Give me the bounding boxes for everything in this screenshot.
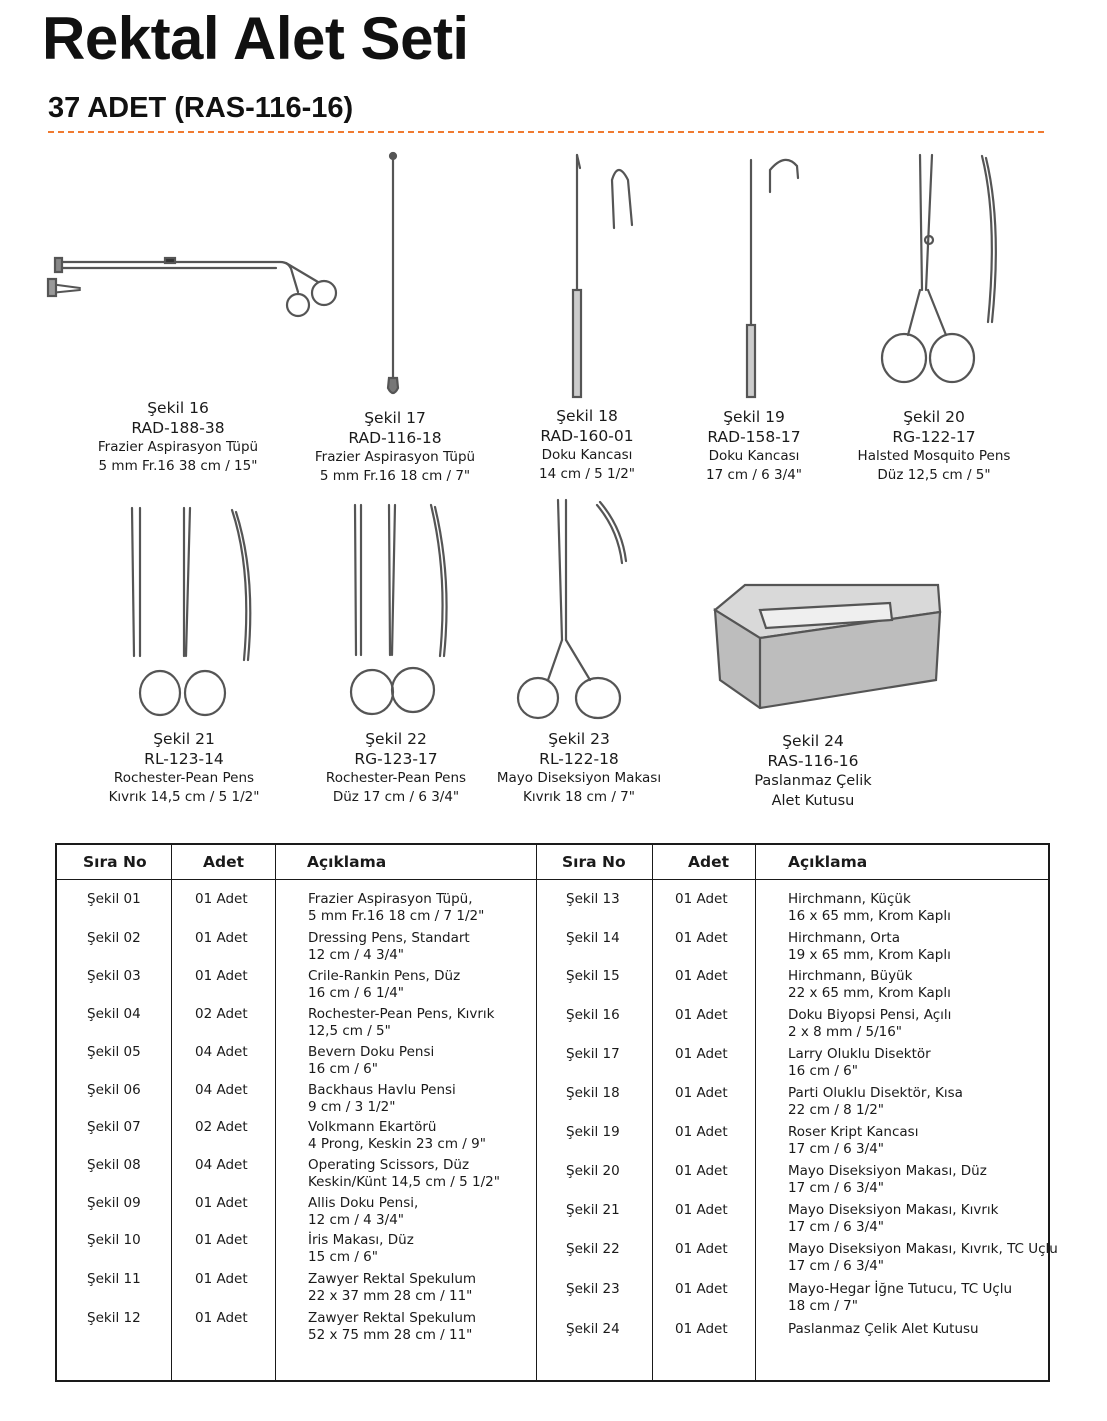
row-description: Zawyer Rektal Spekulum bbox=[308, 1271, 477, 1287]
row-description-detail: 4 Prong, Keskin 23 cm / 9" bbox=[308, 1136, 486, 1152]
row-number: Şekil 23 bbox=[566, 1281, 620, 1297]
row-description: Hirchmann, Küçük bbox=[788, 891, 911, 907]
row-number: Şekil 18 bbox=[566, 1085, 620, 1101]
row-quantity: 01 Adet bbox=[195, 891, 248, 907]
row-number: Şekil 13 bbox=[566, 891, 620, 907]
row-description-detail: 52 x 75 mm 28 cm / 11" bbox=[308, 1327, 473, 1343]
row-description: Hirchmann, Büyük bbox=[788, 968, 913, 984]
figure-caption: Şekil 17 RAD-116-18 Frazier Aspirasyon Tüpü 5 mm Fr.16 18 cm / 7" bbox=[314, 409, 476, 484]
row-number: Şekil 21 bbox=[566, 1202, 620, 1218]
row-quantity: 01 Adet bbox=[675, 1321, 728, 1337]
figure-caption: Şekil 24 RAS-116-16 Paslanmaz Çelik Alet Kutusu bbox=[754, 732, 872, 809]
row-description: Rochester-Pean Pens, Kıvrık bbox=[308, 1006, 495, 1022]
row-description-detail: 2 x 8 mm / 5/16" bbox=[788, 1024, 902, 1040]
row-description-detail: 16 cm / 6" bbox=[788, 1063, 858, 1079]
row-number: Şekil 17 bbox=[566, 1046, 620, 1062]
figure-caption: Şekil 19 RAD-158-17 Doku Kancası 17 cm / 6 3/4" bbox=[706, 408, 802, 483]
row-quantity: 02 Adet bbox=[195, 1119, 248, 1135]
row-quantity: 01 Adet bbox=[675, 1124, 728, 1140]
row-quantity: 01 Adet bbox=[675, 1163, 728, 1179]
row-number: Şekil 01 bbox=[87, 891, 141, 907]
row-description: Mayo Diseksiyon Makası, Düz bbox=[788, 1163, 987, 1179]
row-description: Allis Doku Pensi, bbox=[308, 1195, 419, 1211]
page-title: Rektal Alet Seti bbox=[42, 5, 469, 72]
frazier-suction-short-image bbox=[388, 153, 398, 393]
figure-caption: Şekil 16 RAD-188-38 Frazier Aspirasyon Tüpü 5 mm Fr.16 38 cm / 15" bbox=[97, 399, 259, 474]
row-description: Volkmann Ekartörü bbox=[308, 1119, 437, 1135]
row-description: Backhaus Havlu Pensi bbox=[308, 1082, 456, 1098]
row-description: Mayo Diseksiyon Makası, Kıvrık, TC Uçlu bbox=[788, 1241, 1058, 1257]
tissue-hook-2-image bbox=[747, 160, 798, 397]
figure-caption: Şekil 22 RG-123-17 Rochester-Pean Pens Düz 17 cm / 6 3/4" bbox=[325, 730, 467, 805]
row-quantity: 01 Adet bbox=[195, 1271, 248, 1287]
row-description: Paslanmaz Çelik Alet Kutusu bbox=[788, 1321, 979, 1337]
row-quantity: 01 Adet bbox=[195, 930, 248, 946]
col-header: Açıklama bbox=[307, 853, 387, 871]
row-number: Şekil 04 bbox=[87, 1006, 141, 1022]
tissue-hook-1-image bbox=[573, 155, 632, 397]
col-header: Açıklama bbox=[788, 853, 868, 871]
row-quantity: 01 Adet bbox=[195, 1310, 248, 1326]
row-description-detail: 22 x 65 mm, Krom Kaplı bbox=[788, 985, 951, 1001]
halsted-mosquito-image bbox=[882, 155, 996, 382]
mayo-scissors-curved-image bbox=[518, 500, 626, 718]
row-number: Şekil 15 bbox=[566, 968, 620, 984]
row-description: Mayo-Hegar İğne Tutucu, TC Uçlu bbox=[788, 1281, 1013, 1297]
figure-caption: Şekil 18 RAD-160-01 Doku Kancası 14 cm / 5 1/2" bbox=[539, 407, 635, 482]
col-header: Adet bbox=[203, 853, 245, 871]
figure-caption: Şekil 23 RL-122-18 Mayo Diseksiyon Makası Kıvrık 18 cm / 7" bbox=[496, 730, 662, 805]
row-description-detail: 17 cm / 6 3/4" bbox=[788, 1141, 884, 1157]
row-description: Roser Kript Kancası bbox=[788, 1124, 919, 1140]
row-description: Mayo Diseksiyon Makası, Kıvrık bbox=[788, 1202, 999, 1218]
row-quantity: 04 Adet bbox=[195, 1044, 248, 1060]
row-quantity: 02 Adet bbox=[195, 1006, 248, 1022]
row-quantity: 01 Adet bbox=[675, 891, 728, 907]
row-description-detail: 5 mm Fr.16 18 cm / 7 1/2" bbox=[308, 908, 485, 924]
steel-box-image bbox=[715, 585, 940, 708]
row-description: Larry Oluklu Disektör bbox=[788, 1046, 931, 1062]
row-number: Şekil 05 bbox=[87, 1044, 141, 1060]
row-description: Hirchmann, Orta bbox=[788, 930, 900, 946]
rochester-pean-curved-image bbox=[132, 508, 250, 715]
row-quantity: 01 Adet bbox=[675, 1007, 728, 1023]
row-description-detail: 15 cm / 6" bbox=[308, 1249, 378, 1265]
row-description-detail: 18 cm / 7" bbox=[788, 1298, 858, 1314]
row-quantity: 01 Adet bbox=[675, 1281, 728, 1297]
row-quantity: 01 Adet bbox=[675, 1241, 728, 1257]
row-number: Şekil 19 bbox=[566, 1124, 620, 1140]
row-description-detail: Keskin/Künt 14,5 cm / 5 1/2" bbox=[308, 1174, 500, 1190]
row-number: Şekil 10 bbox=[87, 1232, 141, 1248]
row-number: Şekil 20 bbox=[566, 1163, 620, 1179]
row-number: Şekil 02 bbox=[87, 930, 141, 946]
row-description: Frazier Aspirasyon Tüpü, bbox=[308, 891, 473, 907]
row-description-detail: 17 cm / 6 3/4" bbox=[788, 1258, 884, 1274]
row-description-detail: 12 cm / 4 3/4" bbox=[308, 947, 404, 963]
figure-caption: Şekil 21 RL-123-14 Rochester-Pean Pens Kıvrık 14,5 cm / 5 1/2" bbox=[108, 730, 260, 805]
col-header: Adet bbox=[688, 853, 730, 871]
row-number: Şekil 24 bbox=[566, 1321, 620, 1337]
row-description-detail: 12 cm / 4 3/4" bbox=[308, 1212, 404, 1228]
rochester-pean-straight-image bbox=[351, 505, 447, 714]
row-quantity: 04 Adet bbox=[195, 1157, 248, 1173]
row-number: Şekil 12 bbox=[87, 1310, 141, 1326]
contents-table bbox=[55, 843, 1058, 1382]
row-quantity: 01 Adet bbox=[195, 1232, 248, 1248]
row-description-detail: 16 x 65 mm, Krom Kaplı bbox=[788, 908, 951, 924]
row-quantity: 01 Adet bbox=[195, 968, 248, 984]
row-description: İris Makası, Düz bbox=[308, 1232, 414, 1248]
col-header: Sıra No bbox=[83, 853, 147, 871]
row-description: Parti Oluklu Disektör, Kısa bbox=[788, 1085, 963, 1101]
row-number: Şekil 14 bbox=[566, 930, 620, 946]
row-quantity: 01 Adet bbox=[675, 1202, 728, 1218]
row-number: Şekil 16 bbox=[566, 1007, 620, 1023]
row-quantity: 01 Adet bbox=[675, 1046, 728, 1062]
row-description: Crile-Rankin Pens, Düz bbox=[308, 968, 461, 984]
row-description-detail: 22 cm / 8 1/2" bbox=[788, 1102, 884, 1118]
page-subtitle: 37 ADET (RAS-116-16) bbox=[48, 92, 354, 124]
row-description: Zawyer Rektal Spekulum bbox=[308, 1310, 477, 1326]
row-description: Dressing Pens, Standart bbox=[308, 930, 470, 946]
row-description-detail: 17 cm / 6 3/4" bbox=[788, 1219, 884, 1235]
figure-caption: Şekil 20 RG-122-17 Halsted Mosquito Pens Düz 12,5 cm / 5" bbox=[857, 408, 1011, 483]
row-description: Doku Biyopsi Pensi, Açılı bbox=[788, 1007, 952, 1023]
row-number: Şekil 07 bbox=[87, 1119, 141, 1135]
col-header: Sıra No bbox=[562, 853, 626, 871]
row-quantity: 01 Adet bbox=[675, 930, 728, 946]
row-number: Şekil 22 bbox=[566, 1241, 620, 1257]
row-description: Bevern Doku Pensi bbox=[308, 1044, 435, 1060]
row-number: Şekil 08 bbox=[87, 1157, 141, 1173]
row-description-detail: 17 cm / 6 3/4" bbox=[788, 1180, 884, 1196]
row-number: Şekil 11 bbox=[87, 1271, 141, 1287]
frazier-suction-long-image bbox=[48, 258, 336, 316]
row-description-detail: 16 cm / 6 1/4" bbox=[308, 985, 404, 1001]
row-description-detail: 12,5 cm / 5" bbox=[308, 1023, 391, 1039]
row-description-detail: 9 cm / 3 1/2" bbox=[308, 1099, 396, 1115]
row-quantity: 01 Adet bbox=[195, 1195, 248, 1211]
row-description: Operating Scissors, Düz bbox=[308, 1157, 470, 1173]
row-description-detail: 19 x 65 mm, Krom Kaplı bbox=[788, 947, 951, 963]
row-number: Şekil 09 bbox=[87, 1195, 141, 1211]
row-quantity: 04 Adet bbox=[195, 1082, 248, 1098]
row-number: Şekil 03 bbox=[87, 968, 141, 984]
row-number: Şekil 06 bbox=[87, 1082, 141, 1098]
row-description-detail: 22 x 37 mm 28 cm / 11" bbox=[308, 1288, 473, 1304]
row-quantity: 01 Adet bbox=[675, 1085, 728, 1101]
row-quantity: 01 Adet bbox=[675, 968, 728, 984]
row-description-detail: 16 cm / 6" bbox=[308, 1061, 378, 1077]
